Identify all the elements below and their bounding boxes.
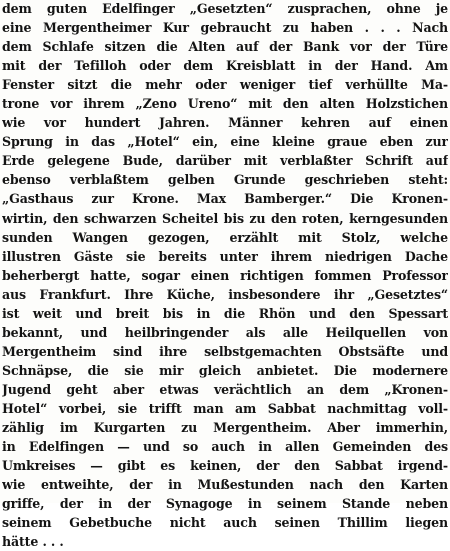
text-line: trone vor ihrem „Zeno Ureno“ mit den alten Holzstichen xyxy=(2,96,448,112)
text-line: beherbergt hatte, sogar einen richtigen fommen Professor xyxy=(2,267,448,283)
text-line: wie vor hundert Jahren. Männer kehren auf einen xyxy=(2,115,448,131)
text-line: Erde gelegene Bude, darüber mit verblaßter Schrift auf xyxy=(2,153,448,169)
article-text-block xyxy=(2,0,448,551)
text-line: Schnäpse, die sie mir gleich anbietet. Die modernere xyxy=(2,362,448,378)
text-line: Hotel“ vorbei, sie trifft man am Sabbat nachmittag voll- xyxy=(2,400,448,416)
text-line: ebenso verblaßtem gelben Grunde geschrieben steht: xyxy=(2,172,448,188)
text-line: Umkreises — gibt es keinen, der den Sabbat irgend- xyxy=(2,458,448,474)
text-line: Sprung in das „Hotel“ ein, eine kleine graue eben zur xyxy=(2,134,448,150)
text-line-final: hätte . . . xyxy=(2,534,64,550)
text-line: griffe, der in der Synagoge in seinem Stande neben xyxy=(2,496,448,512)
text-line: in Edelfingen — und so auch in allen Gemeinden des xyxy=(2,439,448,455)
text-line: illustren Gäste sie bereits unter ihrem niedrigen Dache xyxy=(2,248,448,264)
text-line: Jugend geht aber etwas verächtlich an dem „Kronen- xyxy=(2,381,448,397)
text-line: dem Schlafe sitzen die Alten auf der Bank vor der Türe xyxy=(2,39,448,55)
text-line: Mergentheim sind ihre selbstgemachten Obstsäfte und xyxy=(2,343,448,359)
text-line: mit der Tefilloh oder dem Kreisblatt in der Hand. Am xyxy=(2,58,448,74)
text-line: seinem Gebetbuche nicht auch seinen Thillim liegen xyxy=(2,515,448,531)
text-line: zählig im Kurgarten zu Mergentheim. Aber immerhin, xyxy=(2,420,448,436)
text-line: dem guten Edelfinger „Gesetzten“ zusprachen, ohne je xyxy=(2,1,448,16)
text-line: bekannt, und heilbringender als alle Heilquellen von xyxy=(2,324,448,340)
text-line: wie entweihte, der in Mußestunden nach den Karten xyxy=(2,477,448,493)
text-line: ist weit und breit bis in die Rhön und den Spessart xyxy=(2,305,448,321)
text-line: eine Mergentheimer Kur gebraucht zu haben . . . Nach xyxy=(2,20,448,36)
text-line: „Gasthaus zur Krone. Max Bamberger.“ Die Kronen- xyxy=(2,191,448,207)
text-line: aus Frankfurt. Ihre Küche, insbesondere ihr „Gesetztes“ xyxy=(2,286,448,302)
text-line: Fenster sitzt die mehr oder weniger tief verhüllte Ma- xyxy=(2,77,448,93)
text-line: sunden Wangen gezogen, erzählt mit Stolz, welche xyxy=(2,229,448,245)
text-line: wirtin, den schwarzen Scheitel bis zu den roten, kerngesunden xyxy=(2,210,448,226)
